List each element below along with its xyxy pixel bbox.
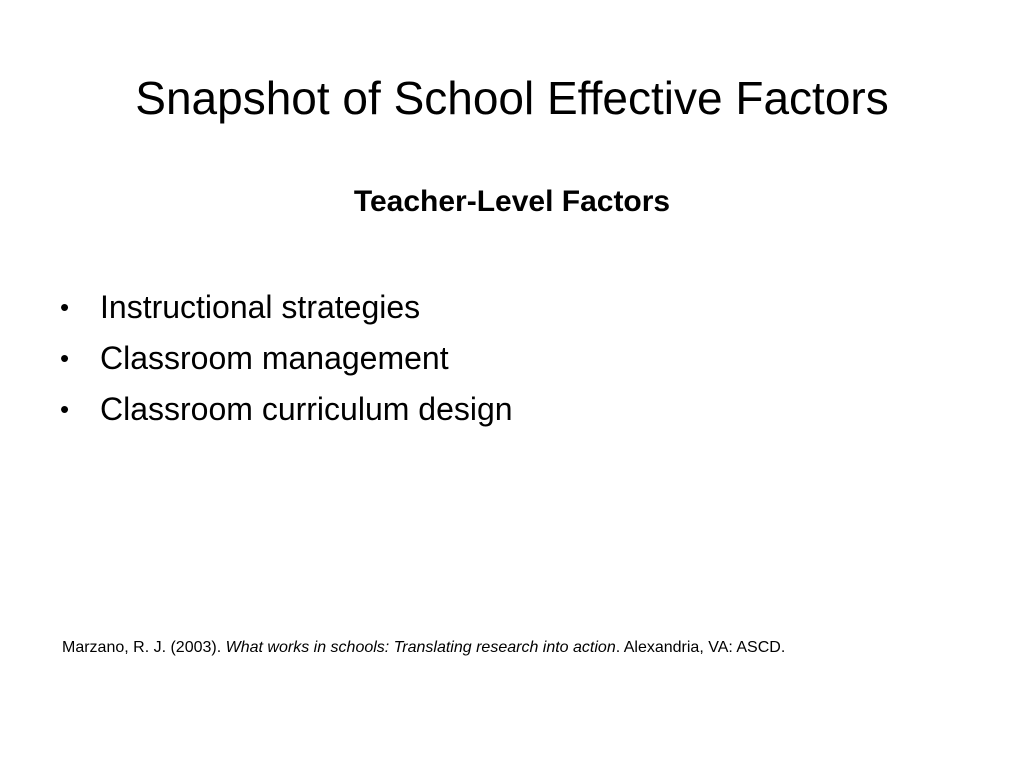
citation-authors: Marzano, R. J. (2003). [62,639,226,656]
bullet-icon: • [60,343,70,373]
bullet-list [56,282,513,435]
bullet-icon: • [60,292,70,322]
bullet-item-curriculum-design [56,384,513,435]
citation-publisher: . Alexandria, VA: ASCD. [615,639,786,656]
section-heading: Teacher-Level Factors [353,185,671,218]
bullet-item-instructional-strategies [56,282,513,333]
bullet-text: Classroom management [100,340,449,376]
bullet-text: Classroom curriculum design [100,391,513,427]
slide-title: Snapshot of School Effective Factors [135,72,889,124]
citation [62,636,785,660]
citation-work-title: What works in schools: Translating research into action [225,639,616,656]
bullet-icon: • [60,394,70,424]
bullet-text: Instructional strategies [100,289,421,325]
bullet-item-classroom-management [56,333,513,384]
